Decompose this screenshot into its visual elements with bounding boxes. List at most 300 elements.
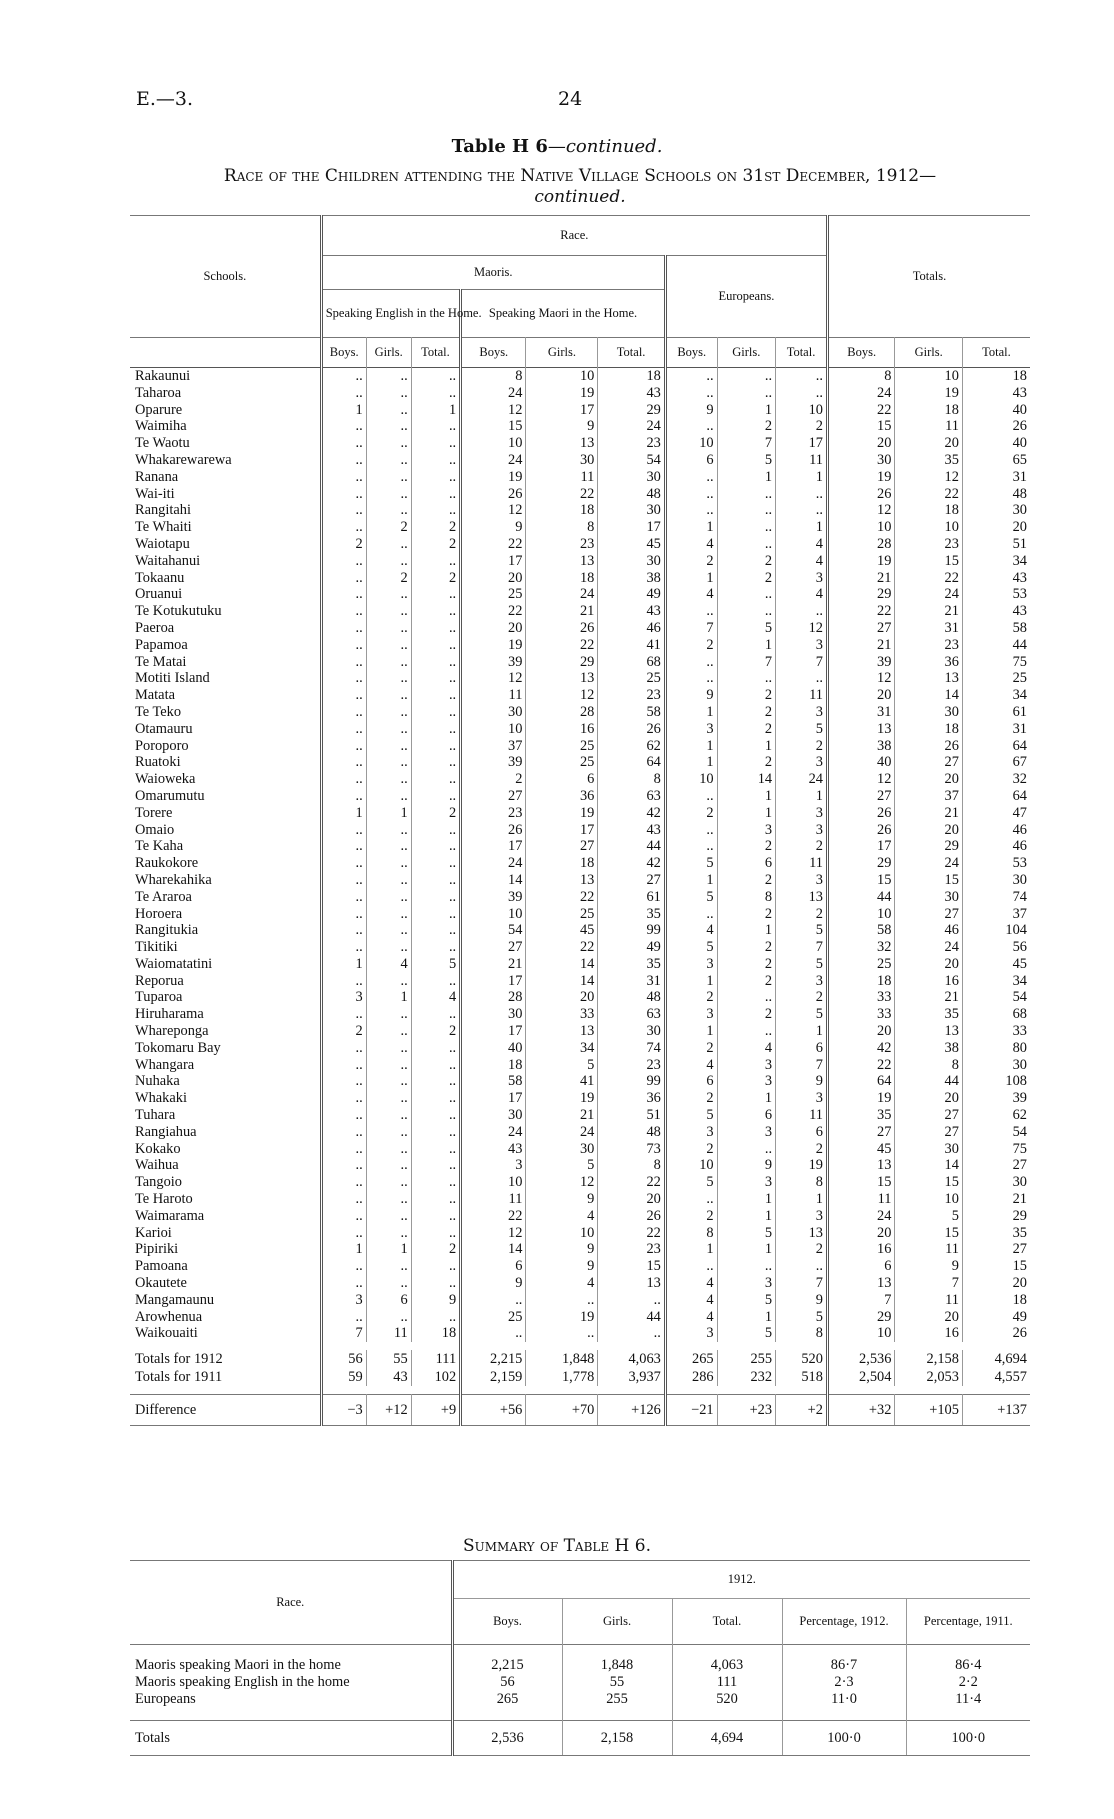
summary-col-pct-1911: Percentage, 1911. (923, 1614, 1013, 1628)
cell-eb: .. (321, 1157, 366, 1174)
table-row (130, 654, 1030, 671)
cell-ug: 1 (717, 1208, 775, 1225)
cell-eg: .. (366, 402, 411, 419)
cell-eb: 2 (321, 536, 366, 553)
cell-eb: .. (321, 1174, 366, 1191)
cell-tt: 31 (1012, 468, 1027, 485)
cell-ut: .. (776, 1258, 828, 1275)
cell-ub: 4 (665, 1309, 717, 1326)
cell-ub: 2 (665, 1090, 717, 1107)
cell-ut: 2 (776, 418, 828, 435)
cell-ut: .. (776, 385, 828, 402)
cell-tg: 30 (895, 704, 962, 721)
totals-row (130, 1368, 1030, 1386)
cell-eb: .. (321, 418, 366, 435)
cell-ub: 10 (665, 771, 717, 788)
table-row (130, 469, 1030, 486)
cell-tb: 30 (827, 452, 894, 469)
summary-body (130, 1645, 1030, 1756)
row-label: Tikitiki (130, 939, 321, 956)
cell-eg: 2 (366, 570, 411, 587)
cell-tt: 43 (1012, 569, 1027, 586)
cell-ug: 2 (717, 956, 775, 973)
cell-mt: 58 (598, 704, 665, 721)
summary-cell-p1912: 11·0 (782, 1691, 906, 1708)
cell-mb: 2 (461, 771, 526, 788)
cell-ug: .. (717, 385, 775, 402)
cell-mb: 26 (461, 822, 526, 839)
cell-eg: .. (366, 1090, 411, 1107)
cell-mb: 9 (461, 519, 526, 536)
table-row (130, 1006, 1030, 1023)
row-label: Wharekahika (130, 872, 321, 889)
cell-ug: .. (717, 486, 775, 503)
cell-eb: .. (321, 469, 366, 486)
cell-tg: 19 (895, 385, 962, 402)
cell-mb: 10 (461, 906, 526, 923)
cell-tb: 32 (827, 939, 894, 956)
cell-tb: 15 (827, 872, 894, 889)
cell-eb: .. (321, 822, 366, 839)
cell-mg: 14 (526, 956, 598, 973)
cell-tb: 40 (827, 754, 894, 771)
table-row (130, 435, 1030, 452)
cell-eg: .. (366, 788, 411, 805)
cell-tg: 20 (895, 1309, 962, 1326)
cell-mt: 46 (598, 620, 665, 637)
row-label: Tuparoa (130, 989, 321, 1006)
cell-tb: 29 (827, 586, 894, 603)
cell-ug: .. (717, 586, 775, 603)
cell-eg: .. (366, 385, 411, 402)
cell-eg: .. (366, 553, 411, 570)
cell-ut: 4 (776, 586, 828, 603)
cell-ub: 9 (665, 402, 717, 419)
cell-tg: 2,053 (895, 1368, 962, 1386)
row-label: Otamauru (130, 721, 321, 738)
cell-mt: 3,937 (598, 1368, 665, 1386)
cell-ut: 1 (776, 519, 828, 536)
cell-ut: 5 (776, 721, 828, 738)
cell-mb: 27 (461, 939, 526, 956)
cell-mb: 30 (461, 704, 526, 721)
cell-tt: 43 (1012, 384, 1027, 401)
cell-tg: 27 (895, 754, 962, 771)
cell-eb: .. (321, 973, 366, 990)
cell-mg: 20 (526, 989, 598, 1006)
row-label: Te Kotukutuku (130, 603, 321, 620)
table-row (130, 553, 1030, 570)
cell-ut: 7 (776, 939, 828, 956)
cell-ug: 7 (717, 435, 775, 452)
table-row (130, 368, 1030, 385)
cell-tb: 28 (827, 536, 894, 553)
cell-mt: 23 (598, 435, 665, 452)
cell-et: .. (411, 1275, 460, 1292)
cell-ug: .. (717, 1023, 775, 1040)
cell-eg: .. (366, 536, 411, 553)
cell-eb: .. (321, 654, 366, 671)
table-row (130, 1275, 1030, 1292)
cell-eb: .. (321, 1309, 366, 1326)
cell-mt: 43 (598, 385, 665, 402)
cell-ut: 9 (776, 1292, 828, 1309)
row-label: Pipiriki (130, 1241, 321, 1258)
cell-et: .. (411, 704, 460, 721)
table-row (130, 1208, 1030, 1225)
cell-ub: .. (665, 670, 717, 687)
cell-ub: 4 (665, 1275, 717, 1292)
cell-tg: 11 (895, 1292, 962, 1309)
cell-tg: 9 (895, 1258, 962, 1275)
cell-tg: 29 (895, 838, 962, 855)
cell-et: .. (411, 973, 460, 990)
cell-mt: 49 (598, 939, 665, 956)
cell-mg: 18 (526, 855, 598, 872)
cell-tb: 15 (827, 1174, 894, 1191)
table-row (130, 838, 1030, 855)
cell-ut: 3 (776, 637, 828, 654)
cell-ut: 9 (776, 1073, 828, 1090)
cell-ut: .. (776, 486, 828, 503)
cell-eg: .. (366, 738, 411, 755)
cell-tt: 62 (1012, 1107, 1027, 1124)
cell-tg: 30 (895, 889, 962, 906)
speaking-maori-header: Speaking Maori in the Home. (461, 290, 666, 338)
cell-ug: 2 (717, 687, 775, 704)
cell-mt: 51 (598, 1107, 665, 1124)
cell-eb: .. (321, 385, 366, 402)
cell-et: .. (411, 637, 460, 654)
totals-header: Totals. (912, 269, 947, 283)
cell-mg: .. (526, 1325, 598, 1342)
page-number: 24 (558, 88, 583, 110)
cell-tb: 24 (827, 1208, 894, 1225)
cell-mb: 39 (461, 889, 526, 906)
table-row (130, 922, 1030, 939)
cell-mb: 19 (461, 637, 526, 654)
cell-ub: 286 (665, 1368, 717, 1386)
cell-mg: 11 (526, 469, 598, 486)
cell-eb: .. (321, 1275, 366, 1292)
cell-eg: .. (366, 754, 411, 771)
cell-mb: 12 (461, 502, 526, 519)
cell-tb: 21 (827, 570, 894, 587)
cell-mb: 20 (461, 620, 526, 637)
cell-eg: 1 (366, 1241, 411, 1258)
cell-tb: 19 (827, 469, 894, 486)
cell-tg: 23 (895, 637, 962, 654)
cell-et: .. (411, 1208, 460, 1225)
cell-ub: 8 (665, 1225, 717, 1242)
cell-tb: 13 (827, 1275, 894, 1292)
cell-mb: 11 (461, 1191, 526, 1208)
cell-eb: 2 (321, 1023, 366, 1040)
cell-tb: 26 (827, 822, 894, 839)
cell-eg: .. (366, 452, 411, 469)
cell-tb: 10 (827, 519, 894, 536)
cell-ut: 1 (776, 1023, 828, 1040)
cell-tb: 27 (827, 788, 894, 805)
table-row (130, 502, 1030, 519)
cell-ut: 11 (776, 687, 828, 704)
cell-tg: +105 (895, 1395, 962, 1426)
cell-et: .. (411, 469, 460, 486)
cell-eg: .. (366, 922, 411, 939)
cell-ug: 3 (717, 1057, 775, 1074)
cell-eb: 59 (321, 1368, 366, 1386)
cell-tt: 4,694 (994, 1350, 1027, 1367)
cell-eg: .. (366, 1073, 411, 1090)
cell-eg: .. (366, 687, 411, 704)
cell-tt: 25 (1012, 670, 1027, 687)
cell-ut: 3 (776, 805, 828, 822)
cell-tt: 104 (1005, 922, 1027, 939)
cell-mb: 22 (461, 603, 526, 620)
cell-mg: 17 (526, 822, 598, 839)
cell-et: 2 (411, 1023, 460, 1040)
table-row (130, 620, 1030, 637)
cell-tt: +137 (962, 1395, 1030, 1426)
cell-mt: 23 (598, 1057, 665, 1074)
cell-tg: 31 (895, 620, 962, 637)
cell-mb: 25 (461, 586, 526, 603)
summary-cell-total: 111 (672, 1674, 782, 1691)
cell-mg: 36 (526, 788, 598, 805)
cell-tt: 51 (1012, 535, 1027, 552)
cell-mt: 22 (598, 1225, 665, 1242)
cell-tb: 27 (827, 1124, 894, 1141)
cell-ub: .. (665, 368, 717, 385)
cell-et: .. (411, 721, 460, 738)
cell-ug: .. (717, 519, 775, 536)
cell-et: 111 (411, 1350, 460, 1368)
cell-ub: .. (665, 469, 717, 486)
cell-ug: 5 (717, 1225, 775, 1242)
cell-mt: 15 (598, 1258, 665, 1275)
cell-ug: 1 (717, 1191, 775, 1208)
cell-mb: 24 (461, 385, 526, 402)
row-label: Whakaki (130, 1090, 321, 1107)
cell-mb: 17 (461, 553, 526, 570)
cell-ub: 3 (665, 721, 717, 738)
cell-ub: 5 (665, 1107, 717, 1124)
cell-et: .. (411, 1174, 460, 1191)
cell-mg: 5 (526, 1157, 598, 1174)
cell-eg: .. (366, 1191, 411, 1208)
row-label: Rakaunui (130, 368, 321, 385)
cell-mb: 21 (461, 956, 526, 973)
cell-ug: +23 (717, 1395, 775, 1426)
table-row (130, 570, 1030, 587)
table-row (130, 1292, 1030, 1309)
cell-tt: 75 (1012, 1140, 1027, 1157)
cell-ut: 3 (776, 872, 828, 889)
cell-eb: .. (321, 553, 366, 570)
cell-ug: 1 (717, 1090, 775, 1107)
cell-tg: 10 (895, 368, 962, 385)
cell-ut: 6 (776, 1124, 828, 1141)
cell-mt: 29 (598, 402, 665, 419)
cell-ub: .. (665, 486, 717, 503)
cell-ub: .. (665, 654, 717, 671)
cell-eg: .. (366, 435, 411, 452)
cell-eg: 2 (366, 519, 411, 536)
cell-ub: .. (665, 1258, 717, 1275)
row-label: Mangamaunu (130, 1292, 321, 1309)
cell-tb: 24 (827, 385, 894, 402)
cell-tt: 27 (1012, 1157, 1027, 1174)
cell-et: .. (411, 1191, 460, 1208)
row-label: Paeroa (130, 620, 321, 637)
cell-tt: 34 (1012, 552, 1027, 569)
row-label: Poroporo (130, 738, 321, 755)
cell-tt: 30 (1012, 502, 1027, 519)
cell-ug: 2 (717, 553, 775, 570)
cell-tt: 20 (1012, 1275, 1027, 1292)
row-label: Kokako (130, 1141, 321, 1158)
summary-cell-p1911: 86·4 (955, 1657, 982, 1673)
cell-tt: 44 (1012, 636, 1027, 653)
cell-eb: .. (321, 872, 366, 889)
cell-mt: 43 (598, 822, 665, 839)
cell-mt: 30 (598, 553, 665, 570)
cell-eb: .. (321, 1040, 366, 1057)
cell-ut: 3 (776, 973, 828, 990)
cell-ug: 1 (717, 469, 775, 486)
cell-tb: +32 (827, 1395, 894, 1426)
cell-tg: 24 (895, 855, 962, 872)
cell-mb: 43 (461, 1141, 526, 1158)
cell-ub: 1 (665, 738, 717, 755)
row-label: Totals for 1911 (130, 1368, 321, 1386)
cell-tg: 23 (895, 536, 962, 553)
cell-mb: 2,159 (461, 1368, 526, 1386)
cell-mb: 10 (461, 1174, 526, 1191)
cell-tb: 16 (827, 1241, 894, 1258)
row-label: Arowhenua (130, 1309, 321, 1326)
cell-mb: 24 (461, 452, 526, 469)
cell-tg: 24 (895, 586, 962, 603)
cell-tg: 30 (895, 1141, 962, 1158)
cell-tg: 27 (895, 906, 962, 923)
summary-col-pct-1912: Percentage, 1912. (782, 1599, 906, 1645)
cell-et: .. (411, 586, 460, 603)
cell-ug: 1 (717, 1241, 775, 1258)
cell-ug: 2 (717, 973, 775, 990)
table-row (130, 486, 1030, 503)
cell-ut: 8 (776, 1174, 828, 1191)
cell-mg: 25 (526, 754, 598, 771)
cell-eg: .. (366, 502, 411, 519)
cell-ut: 3 (776, 754, 828, 771)
cell-ut: +2 (776, 1395, 828, 1426)
table-row (130, 1040, 1030, 1057)
cell-tg: 22 (895, 570, 962, 587)
table-row (130, 738, 1030, 755)
cell-tt: 32 (1012, 771, 1027, 788)
cell-ug: 3 (717, 1073, 775, 1090)
cell-tt: 46 (1012, 821, 1027, 838)
cell-tt: 27 (1012, 1241, 1027, 1258)
cell-mb: .. (461, 1325, 526, 1342)
cell-mb: 9 (461, 1275, 526, 1292)
summary-cell-p1911: 2·2 (958, 1674, 978, 1690)
cell-ug: 3 (717, 1124, 775, 1141)
cell-ut: 7 (776, 1057, 828, 1074)
cell-mt: 48 (598, 486, 665, 503)
cell-tg: 27 (895, 1107, 962, 1124)
cell-mb: 8 (461, 368, 526, 385)
table-row (130, 687, 1030, 704)
cell-mt: 63 (598, 1006, 665, 1023)
cell-tg: 18 (895, 721, 962, 738)
cell-mt: 73 (598, 1141, 665, 1158)
cell-mg: 41 (526, 1073, 598, 1090)
cell-ut: 1 (776, 1191, 828, 1208)
cell-mb: 22 (461, 1208, 526, 1225)
cell-eb: .. (321, 452, 366, 469)
cell-tb: 38 (827, 738, 894, 755)
cell-ut: 1 (776, 469, 828, 486)
cell-mb: 40 (461, 1040, 526, 1057)
cell-mt: 26 (598, 721, 665, 738)
cell-mg: 16 (526, 721, 598, 738)
cell-ub: 5 (665, 939, 717, 956)
cell-eg: +12 (366, 1395, 411, 1426)
cell-eb: 7 (321, 1325, 366, 1342)
row-label: Omaio (130, 822, 321, 839)
cell-eb: .. (321, 1090, 366, 1107)
cell-eg: .. (366, 872, 411, 889)
cell-eg: .. (366, 670, 411, 687)
row-label: Te Matai (130, 654, 321, 671)
row-label: Tuhara (130, 1107, 321, 1124)
cell-ub: 3 (665, 956, 717, 973)
cell-mg: 13 (526, 872, 598, 889)
cell-ug: .. (717, 536, 775, 553)
cell-ut: 2 (776, 1141, 828, 1158)
row-label: Pamoana (130, 1258, 321, 1275)
cell-ug: 232 (717, 1368, 775, 1386)
row-label: Whangara (130, 1057, 321, 1074)
summary-row-label: Maoris speaking English in the home (130, 1674, 452, 1691)
cell-et: .. (411, 889, 460, 906)
summary-race-header: Race. (130, 1561, 452, 1645)
col-boys: Boys. (665, 338, 717, 368)
cell-ut: 3 (776, 704, 828, 721)
cell-mg: 21 (526, 603, 598, 620)
cell-ub: 2 (665, 553, 717, 570)
cell-eg: .. (366, 721, 411, 738)
cell-et: 2 (411, 536, 460, 553)
cell-tg: 18 (895, 502, 962, 519)
cell-eb: .. (321, 620, 366, 637)
cell-et: .. (411, 771, 460, 788)
row-spacer (130, 1342, 1030, 1350)
cell-ut: 10 (776, 402, 828, 419)
table-row (130, 1107, 1030, 1124)
cell-eb: .. (321, 637, 366, 654)
cell-mg: 5 (526, 1057, 598, 1074)
cell-tg: 11 (895, 1241, 962, 1258)
cell-tb: 39 (827, 654, 894, 671)
cell-mt: 25 (598, 670, 665, 687)
cell-ug: 5 (717, 620, 775, 637)
cell-mb: 17 (461, 973, 526, 990)
table-row (130, 721, 1030, 738)
cell-et: .. (411, 687, 460, 704)
